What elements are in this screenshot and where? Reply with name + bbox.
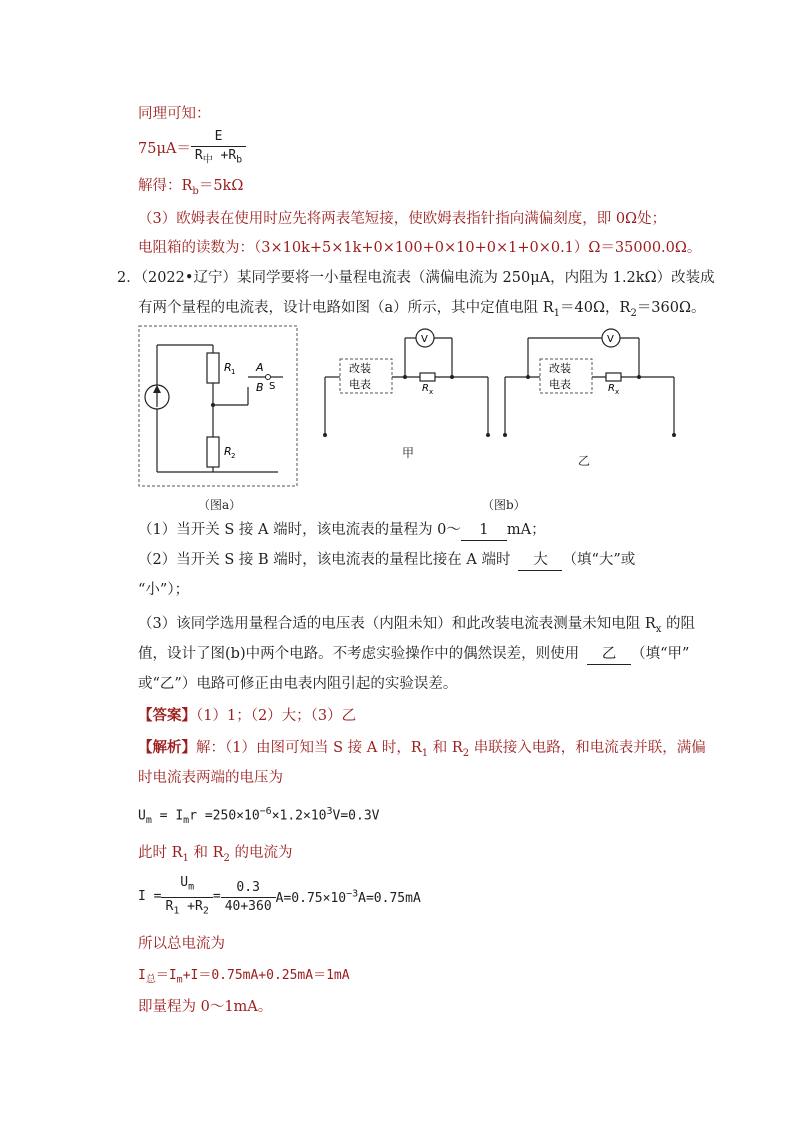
svg-text:R: R [422, 383, 429, 394]
svg-text:V: V [607, 334, 614, 345]
analysis-line1: 【解析】解：（1）由图可知当 S 接 A 时，$R_1$ 和 $R_2$ 串联接入电路，和电流表并联，满偏 [138, 739, 706, 759]
solve-rb: 解得：$R_b=5k\Omega$ [138, 178, 244, 197]
rx-resistor-yi [606, 373, 621, 381]
q2-stem-line2: 有两个量程的电流表，设计电路如图（a）所示，其中定值电阻 $R_1=40\Omega$，$R_2=360\Omega$。 [138, 300, 706, 319]
figure-b-circuit-yi [498, 325, 683, 440]
analysis-line5: 即量程为 0～1mA。 [138, 999, 273, 1015]
svg-text:电表: 电表 [349, 378, 371, 391]
label-yi: 乙 [578, 454, 591, 468]
equation-um: $U_m = I_mr =250\times 10^{-6}\times 1.2\times 10^3V=0.3V$ [138, 806, 380, 826]
equation-75ua: 75μA＝ $\frac{E}{R_中 +R_b}$ [138, 128, 246, 168]
terminal-b-label: B [256, 381, 264, 394]
figure-a-caption: （图a） [198, 498, 242, 512]
r1-resistor [207, 353, 219, 383]
analysis-line4: 所以总电流为 [138, 936, 225, 952]
answer-line: 【答案】（1）1；（2）大；（3）乙 [138, 707, 357, 724]
figure-b-circuit-jia [318, 325, 498, 440]
terminal-a-label: A [256, 361, 264, 374]
svg-text:x: x [429, 388, 434, 396]
answer-blank-1: 1 [461, 520, 507, 541]
answer-blank-2: 大 [518, 550, 562, 571]
switch-s-label: S [269, 381, 276, 392]
r2-resistor [207, 437, 219, 467]
r2-label: R [224, 445, 232, 458]
svg-text:改装: 改装 [349, 362, 371, 375]
svg-text:x: x [615, 388, 620, 396]
label-jia: 甲 [402, 446, 415, 460]
r1-label-sub: 1 [231, 368, 236, 376]
r2-label-sub: 2 [231, 452, 236, 460]
resistance-box-reading: 电阻箱的读数为：（3×10k+5×1k+0×100+0×10+0×1+0×0.1）Ω＝35000.0Ω。 [138, 240, 702, 256]
subq-3-line1: （3）该同学选用量程合适的电压表（内阻未知）和此改装电流表测量未知电阻 $R_x$ 的阻 [138, 616, 695, 635]
analysis-line3: 此时 $R_1$ 和 $R_2$ 的电流为 [138, 845, 293, 864]
subq-3-line3: 或“乙”）电路可修正由电表内阻引起的实验误差。 [138, 676, 458, 692]
svg-text:R: R [608, 383, 615, 394]
figure-b-caption: （图b） [482, 498, 526, 512]
same-reason-text: 同理可知： [138, 106, 211, 122]
answer-blank-3: 乙 [587, 644, 631, 665]
svg-text:改装: 改装 [549, 362, 571, 375]
subq-2-cont: “小”）； [138, 582, 190, 598]
subq-2: （2）当开关 S 接 B 端时，该电流表的量程比接在 A 端时 大 （填“大”或 [138, 550, 635, 571]
equation-current: I = $\frac{U_m}{R_1 +R_2}$ = $\frac{0.3}{40+360}$ $A=0.75\times 10^{-3}A=0.75mA$ [138, 875, 421, 917]
svg-text:电表: 电表 [549, 378, 571, 391]
rx-resistor-jia [420, 373, 435, 381]
q2-stem-line1: 2．（2022•辽宁）某同学要将一小量程电流表（满偏电流为 250μA，内阻为 1.2kΩ）改装成 [117, 270, 715, 286]
analysis-line2: 时电流表两端的电压为 [138, 770, 283, 786]
part3-ohmmeter: （3）欧姆表在使用时应先将两表笔短接，使欧姆表指针指向满偏刻度，即 0Ω处； [138, 211, 667, 227]
subq-1: （1）当开关 S 接 A 端时，该电流表的量程为 0～ 1 mA； [138, 520, 546, 541]
figure-a-circuit [138, 325, 298, 490]
svg-text:V: V [421, 334, 428, 345]
equation-total: $I_总=I_m+I=0.75mA+0.25mA=1mA$ [138, 968, 350, 986]
r1-label: R [224, 361, 232, 374]
subq-3-line2: 值，设计了图(b)中两个电路。不考虑实验操作中的偶然误差，则使用 乙 （填“甲” [138, 644, 689, 665]
